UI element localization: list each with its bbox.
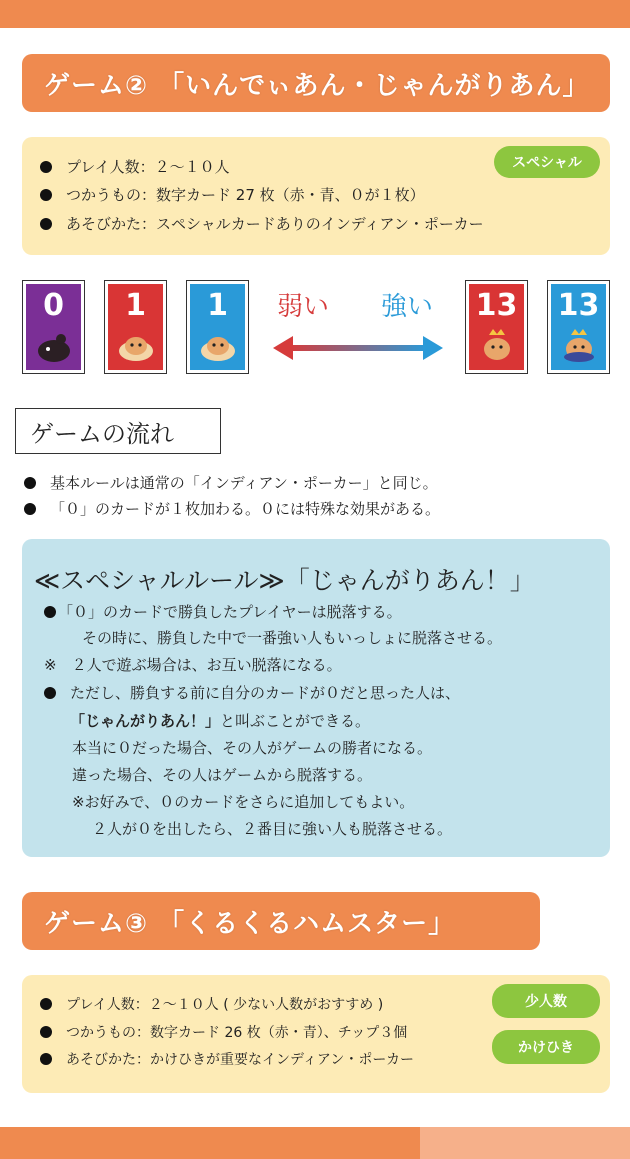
special-rule-line: 「じゃんがりあん！」 と叫ぶことができる。 xyxy=(70,712,371,730)
bullet-icon xyxy=(44,687,56,699)
bullet-icon xyxy=(40,218,52,230)
game2-info-players: プレイ人数：２～１０人 xyxy=(40,156,230,177)
card-1-red xyxy=(104,280,167,374)
special-rule-title: ≪スペシャルルール≫「じゃんがりあん！」 xyxy=(34,566,535,595)
bullet-icon xyxy=(24,503,36,515)
bullet-icon xyxy=(40,998,52,1010)
card-1-blue xyxy=(186,280,249,374)
game3-title: ゲーム③ 「くるくるハムスター」 xyxy=(22,892,540,950)
scale-weak-label: 弱い xyxy=(277,292,330,322)
black-hamster-icon xyxy=(34,329,74,363)
game3-tag-bluffing: かけひき xyxy=(492,1030,600,1064)
special-rule-line: ただし、勝負する前に自分のカードが０だと思った人は、 xyxy=(44,682,460,703)
card-number: 0 xyxy=(43,288,64,323)
card-number: 1 xyxy=(207,288,228,323)
special-rule-box xyxy=(22,539,610,857)
game3-info-items: つかうもの：数字カード 26 枚（赤・青）、チップ３個 xyxy=(40,1022,407,1042)
game2-info-howto: あそびかた：スペシャルカードありのインディアン・ポーカー xyxy=(40,213,484,234)
king-hamster-icon xyxy=(477,329,517,363)
janggarian-call: 「じゃんがりあん！」 xyxy=(70,712,221,730)
bottom-decor-bar xyxy=(0,1127,630,1159)
double-arrow-icon xyxy=(273,334,443,362)
special-rule-line: 違った場合、その人はゲームから脱落する。 xyxy=(72,766,373,784)
card-13-red xyxy=(465,280,528,374)
game3-info-howto: あそびかた：かけひきが重要なインディアン・ポーカー xyxy=(40,1049,414,1069)
flow-line: 「０」のカードが１枚加わる。０には特殊な効果がある。 xyxy=(24,498,440,519)
bullet-icon xyxy=(40,161,52,173)
game2-title: ゲーム② 「いんでぃあん・じゃんがりあん」 xyxy=(22,54,610,112)
game2-info-box xyxy=(22,137,610,255)
game3-tag-few-players: 少人数 xyxy=(492,984,600,1018)
top-decor-bar xyxy=(0,0,630,28)
bullet-icon xyxy=(40,1053,52,1065)
hamster-icon xyxy=(116,329,156,363)
bullet-icon xyxy=(24,477,36,489)
special-rule-line: その時に、勝負した中で一番強い人もいっしょに脱落させる。 xyxy=(82,629,503,647)
game3-info-box xyxy=(22,975,610,1093)
special-rule-note: ※お好みで、０のカードをさらに追加してもよい。 xyxy=(72,793,415,811)
card-number: 13 xyxy=(475,288,518,323)
special-rule-line: 「０」のカードで勝負したプレイヤーは脱落する。 xyxy=(44,601,402,622)
flow-line: 基本ルールは通常の「インディアン・ポーカー」と同じ。 xyxy=(24,472,438,493)
card-number: 13 xyxy=(557,288,600,323)
special-rule-line: 本当に０だった場合、その人がゲームの勝者になる。 xyxy=(72,739,433,757)
game3-info-players: プレイ人数：２～１０人 ( 少ない人数がおすすめ ) xyxy=(40,994,383,1014)
card-13-blue xyxy=(547,280,610,374)
bullet-icon xyxy=(40,1026,52,1038)
hamster-icon xyxy=(198,329,238,363)
scale-strong-label: 強い xyxy=(381,292,434,322)
king-hamster-icon xyxy=(559,329,599,363)
special-rule-line: ２人が０を出したら、２番目に強い人も脱落させる。 xyxy=(92,820,453,838)
card-0-purple xyxy=(22,280,85,374)
special-rule-note: ※ ２人で遊ぶ場合は、お互い脱落になる。 xyxy=(44,656,342,674)
bullet-icon xyxy=(44,606,56,618)
game2-tag-special: スペシャル xyxy=(494,146,600,178)
bullet-icon xyxy=(40,189,52,201)
flow-heading: ゲームの流れ xyxy=(15,408,221,454)
card-number: 1 xyxy=(125,288,146,323)
game2-info-items: つかうもの：数字カード 27 枚（赤・青、０が１枚） xyxy=(40,184,425,205)
